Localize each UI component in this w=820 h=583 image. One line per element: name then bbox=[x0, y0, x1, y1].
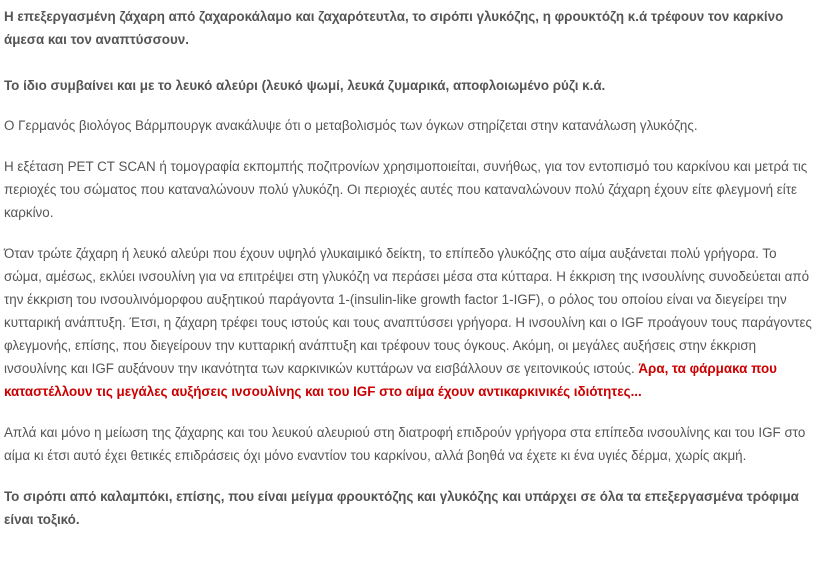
article-body bbox=[4, 5, 816, 531]
paragraph-corn-syrup: Το σιρόπι από καλαμπόκι, επίσης, που είναι μείγμα φρουκτόζης και γλυκόζης και υπάρχει σε όλα τα επεξεργασμένα τρόφιμα είναι τοξικό. bbox=[4, 489, 799, 527]
paragraph-warburg: Ο Γερμανός βιολόγος Βάρμπουργκ ανακάλυψε ότι ο μεταβολισμός των όγκων στηρίζεται στην κατανάλωση γλυκόζης. bbox=[4, 118, 698, 133]
paragraph-pet-ct-scan: Η εξέταση PET CT SCAN ή τομογραφία εκπομπής ποζιτρονίων χρησιμοποιείται, συνήθως, για τον εντοπισμό του καρκίνου και μετρά τις περιοχές του σώματος που καταναλώνουν πολύ γλυκόζη. Οι περιοχές αυτές που καταναλώνουν πολύ ζάχαρη έχουν είτε φλεγμονή είτε καρκίνο. bbox=[4, 159, 808, 220]
paragraph-insulin-igf bbox=[4, 242, 816, 403]
paragraph-sugar-reduction: Απλά και μόνο η μείωση της ζάχαρης και του λευκού αλευριού στη διατροφή επιδρούν γρήγορα στα επίπεδα ινσουλίνης και του IGF στο αίμα κι έτσι αυτό έχει θετικές επιδράσεις όχι μόνο εναντίον του καρκίνου, αλλά βοηθά να έχετε κι ένα υγιές δέρμα, χωρίς ακμή. bbox=[4, 425, 806, 463]
highlight-anticancer-statement: Άρα, τα φάρμακα που καταστέλλουν τις μεγάλες αυξήσεις ινσουλίνης και του IGF στο αίμα έχουν αντικαρκινικές ιδιότητες... bbox=[4, 361, 777, 399]
insulin-igf-text: Όταν τρώτε ζάχαρη ή λευκό αλεύρι που έχουν υψηλό γλυκαιμικό δείκτη, το επίπεδο γλυκόζης στο αίμα αυξάνεται πολύ γρήγορα. Το σώμα, αμέσως, εκλύει ινσουλίνη για να επιτρέψει στη γλυκόζη να περάσει μέσα στα κύτταρα. Η έκκριση της ινσουλίνης συνοδεύεται από την έκκριση του ινσουλινόμορφου αυξητικού παράγοντα 1-(insulin-like growth factor 1-IGF), ο ρόλος του οποίου είναι να διεγείρει την κυτταρική ανάπτυξη. Έτσι, η ζάχαρη τρέφει τους ιστούς και τους αναπτύσσει γρήγορα. Η ινσουλίνη και ο IGF προάγουν τους παράγοντες φλεγμονής, επίσης, που διεγείρουν την κυτταρική ανάπτυξη και τρέφουν τους όγκους. Ακόμη, οι μεγάλες αυξήσεις στην έκκριση ινσουλίνης και IGF αυξάνουν την ικανότητα των καρκινικών κυττάρων να εισβάλλουν σε γειτονικούς ιστούς. bbox=[4, 246, 812, 376]
paragraph-white-flour: Το ίδιο συμβαίνει και με το λευκό αλεύρι (λευκό ψωμί, λευκά ζυμαρικά, αποφλοιωμένο ρύζι κ.ά. bbox=[4, 78, 606, 93]
paragraph-refined-sugar: Η επεξεργασμένη ζάχαρη από ζαχαροκάλαμο και ζαχαρότευτλα, το σιρόπι γλυκόζης, η φρουκτόζη κ.ά τρέφουν τον καρκίνο άμεσα και τον αναπτύσσουν. bbox=[4, 9, 784, 47]
